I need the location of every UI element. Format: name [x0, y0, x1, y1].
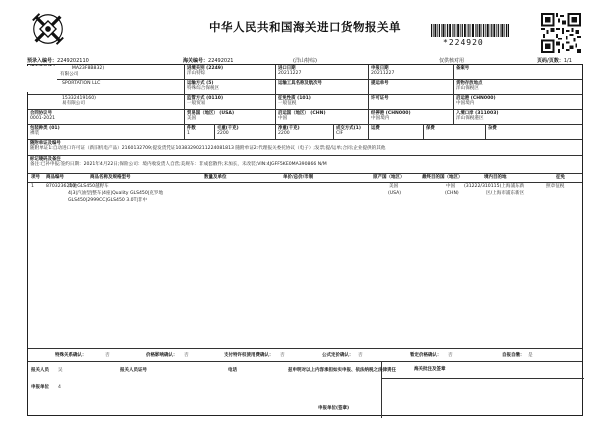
declaration-sheet — [27, 7, 583, 419]
row-contract — [28, 109, 582, 124]
goods-item-origin-name: 美国 — [389, 184, 399, 189]
via-port-cell: 经停港 (CHN000) 中国境内 — [368, 110, 453, 124]
goods-item-origin-code: (USA) — [388, 191, 402, 196]
gross-weight-cell: 毛重(千克) 2200 — [214, 125, 275, 139]
row-supervision — [28, 94, 582, 109]
overseas-cell: SPORTATION LLC — [62, 81, 101, 87]
goods-item-dest-name: 中国 — [446, 184, 456, 189]
entry-office-cell: 进境关别 (2249) 洋山特综 — [184, 65, 275, 79]
goods-col-price: 单价/总价/币制 — [283, 175, 314, 180]
goods-item-domestic-line2: 区/上海市浦东新区 — [486, 191, 525, 196]
qr-code-icon — [541, 13, 581, 53]
row-consignee — [28, 65, 582, 79]
trade-country-cell: 贸易国（地区） (USA) 美国 — [184, 110, 275, 124]
goods-item-no: 1 — [31, 184, 34, 189]
barcode-icon — [431, 24, 509, 37]
customs-no: 海关编号：22492021 — [183, 58, 234, 64]
net-weight-cell: 净重(千克) 2200 — [275, 125, 333, 139]
goods-col-code: 商品编号 — [46, 175, 64, 180]
barcode-number: *224920 — [443, 38, 484, 47]
storage-cell: 货物存放地点 洋山保税区 — [453, 80, 584, 94]
price-impact-label: 价格影响确认： — [146, 353, 178, 358]
consumer-cell: 15332419160) 易有限公司 — [62, 96, 96, 107]
special-relation-value: 否 — [105, 353, 110, 358]
record-no-cell: 备案号 — [453, 65, 584, 79]
goods-item-exempt: 照章征税 — [546, 184, 565, 189]
documents-cell: 随附单证及编号 随附单证1:自动进口许可证（新旧机电产品）2160132709;提发货凭证10383290211224081813 随附单证2:代理报关委托协议（电子）;发票;提/运单;合同;企业提供的其他 — [30, 141, 386, 152]
provisional-price-label: 暂定价格确认： — [410, 353, 442, 358]
customs-port-name: (洋山特综) — [293, 58, 317, 64]
goods-table — [28, 173, 582, 348]
insurance-cell: 保费 — [423, 125, 485, 139]
supervision-cell: 监管方式 (0110) 一般贸易 — [184, 95, 275, 109]
goods-item-dest-code: (CHN) — [445, 191, 459, 196]
contract-cell: 合同协议号 0001-2021 — [30, 111, 56, 122]
liability-statement: 兹申明对以上内容承担如实申报、依法纳税之法律责任 — [288, 368, 396, 373]
import-date-cell: 进口日期 20211227 — [275, 65, 368, 79]
self-declare-label: 自报自缴： — [502, 353, 525, 358]
deal-mode-cell: 成交方式(1) CIF — [333, 125, 368, 139]
formula-price-label: 公式定价确认： — [322, 353, 354, 358]
goods-item-name-line2: 4|3|汽油型|整车|4座|Quality GLS450|克罗地 — [68, 191, 164, 196]
levy-cell: 征免性质 (101) 一般征税 — [275, 95, 368, 109]
special-relation-label: 特殊关系确认： — [55, 353, 87, 358]
statement-rule — [382, 378, 584, 379]
goods-col-destination: 最终目的国（地区） — [422, 175, 463, 180]
goods-col-name: 商品名称及规格型号 — [90, 175, 131, 180]
royalty-label: 支付特许权使用费确认： — [224, 353, 274, 358]
goods-item-domestic-line1: (31222/310115)上海浦东新 — [464, 184, 525, 189]
declare-unit-label: 申报单位 — [31, 385, 49, 390]
declare-unit-value: 4 — [58, 385, 61, 390]
verify-note: 仅供核对用 — [439, 58, 465, 64]
row-confirmations — [28, 348, 582, 361]
row-declarant — [28, 361, 582, 417]
freight-cell: 运费 — [368, 125, 423, 139]
formula-price-value: 否 — [358, 353, 363, 358]
depart-port-cell: 启运港 (CHN000) 中国境内 — [453, 95, 584, 109]
pieces-cell: 件数 1 — [184, 125, 214, 139]
goods-col-origin: 原产国（地区） — [373, 175, 405, 180]
row-remarks — [28, 155, 582, 173]
phone-label: 电话 — [228, 368, 237, 373]
page-number: 页码/页数：1/1 — [537, 58, 572, 64]
row-documents — [28, 139, 582, 155]
header — [27, 7, 583, 55]
package-cell: 包装种类 (01) 裸装 — [30, 126, 60, 137]
misc-fee-cell: 杂费 — [485, 125, 584, 139]
row-package — [28, 124, 582, 139]
consignee-cell: MA23F8B832) 有限公司 — [60, 66, 105, 77]
goods-col-qty: 数量及单位 — [204, 175, 227, 180]
goods-item-name-line1: 奔驰GLS450越野车 — [68, 184, 109, 189]
declaration-form — [27, 64, 583, 416]
declarant-value: 吴 — [58, 368, 63, 373]
license-cell: 许可证号 — [368, 95, 453, 109]
transport-mode-cell: 运输方式 (5) 特殊综合保税区 — [184, 80, 275, 94]
origin-country-cell: 启运国（地区） (CHN) 中国 — [275, 110, 368, 124]
pre-entry-no: 预录入编号：2249202110 — [27, 58, 89, 64]
provisional-price-value: 否 — [448, 353, 453, 358]
price-impact-value: 否 — [184, 353, 189, 358]
declarant-cert-label: 报关人员证号 — [120, 368, 147, 373]
redaction-mask — [27, 66, 57, 92]
goods-col-exempt: 征免 — [556, 175, 565, 180]
customs-remark-label: 海关批注及签章 — [414, 367, 446, 372]
bill-no-cell: 提运单号 — [368, 80, 453, 94]
goods-header-rule — [28, 182, 582, 183]
entry-port-cell: 入境口岸 (311003) 洋山保税港区 — [453, 110, 584, 124]
royalty-value: 否 — [280, 353, 285, 358]
document-title: 中华人民共和国海关进口货物报关单 — [209, 20, 401, 34]
goods-col-no: 项号 — [31, 175, 40, 180]
vehicle-cell: 运输工具名称及航次号 — [275, 80, 368, 94]
goods-item-code: 8703236210 — [46, 184, 76, 189]
declare-unit-seal-label: 申报单位(签章) — [318, 406, 350, 411]
goods-col-domestic: 境内目的地 — [484, 175, 507, 180]
remarks-cell: 标记唛码及备注 备注:已补申报;签约日期：2021年4月22日;保险公司：境内收发货人自营;美规车：非成套散件;未加长，未改装;VIN:4JGFF5KE0MA390866 N/M — [30, 157, 327, 168]
row-transport — [28, 79, 582, 94]
declare-date-cell: 申报日期 20211227 — [368, 65, 453, 79]
self-declare-value: 是 — [528, 353, 533, 358]
declarant-label: 报关人员 — [31, 368, 49, 373]
goods-item-name-line3: GLS450|2999CC|GLS450 3.0T|非中 — [68, 198, 148, 203]
